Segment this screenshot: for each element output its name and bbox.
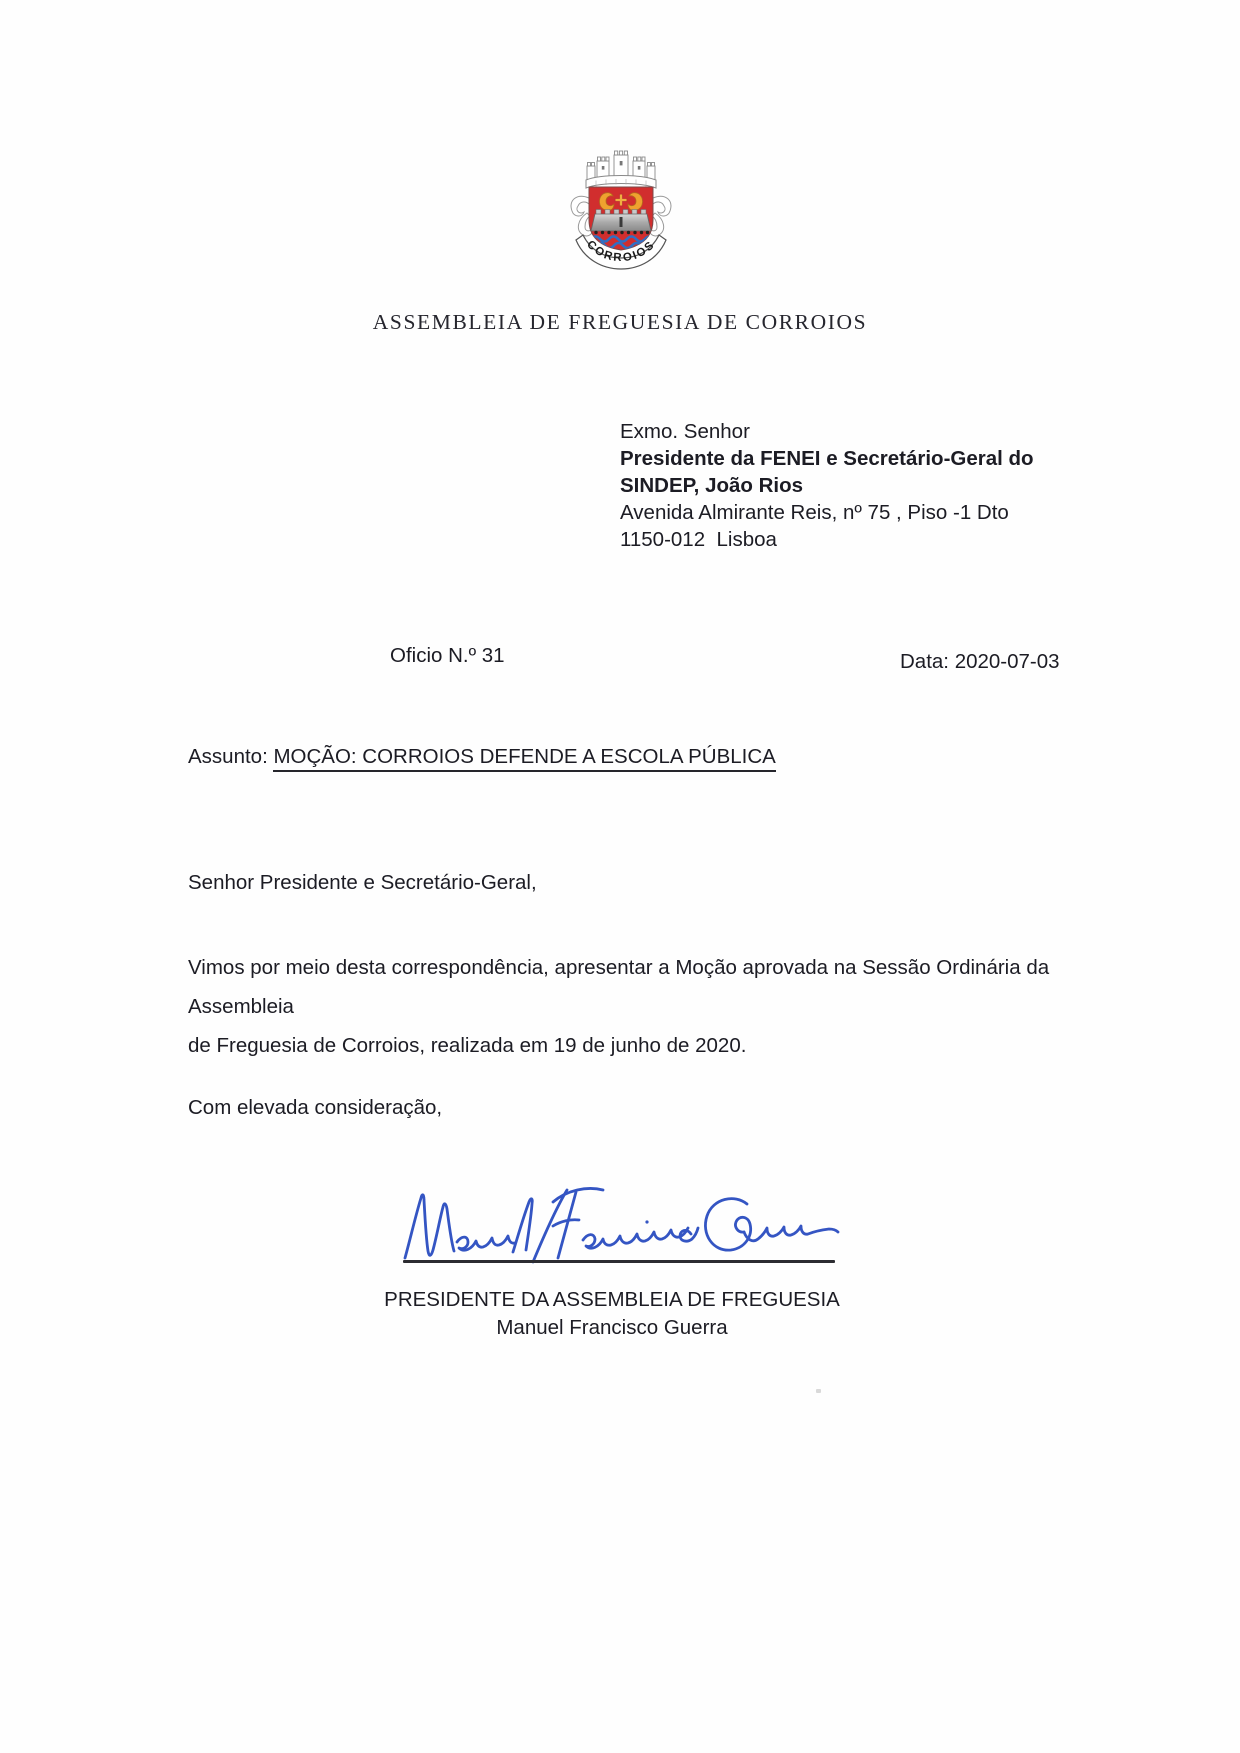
recipient-salutation: Exmo. Senhor	[620, 420, 750, 443]
body-paragraph	[188, 948, 1098, 1065]
recipient-block	[620, 418, 1034, 553]
coat-of-arms	[556, 140, 686, 288]
body-salutation: Senhor Presidente e Secretário-Geral,	[188, 871, 537, 894]
body-paragraph-line2: de Freguesia de Corroios, realizada em 19 de junho de 2020.	[188, 1034, 747, 1057]
signature-line	[403, 1260, 835, 1263]
signature-block	[0, 1286, 1224, 1341]
recipient-title-line1: Presidente da FENEI e Secretário-Geral do	[620, 447, 1034, 470]
crown-band	[586, 176, 656, 189]
letter-date: Data: 2020-07-03	[900, 650, 1060, 673]
oficio-number: Oficio N.º 31	[390, 644, 505, 667]
subject-text: MOÇÃO: CORROIOS DEFENDE A ESCOLA PÚBLICA	[273, 745, 775, 772]
recipient-street: Avenida Almirante Reis, nº 75 , Piso -1 Dto	[620, 501, 1009, 524]
subject-line	[188, 745, 776, 769]
handwritten-signature	[395, 1178, 840, 1270]
signer-title: PRESIDENTE DA ASSEMBLEIA DE FREGUESIA	[384, 1288, 840, 1311]
coat-of-arms-graphic	[556, 140, 686, 288]
scan-artifact	[816, 1389, 821, 1393]
banner-text: CORROIOS	[584, 238, 658, 265]
recipient-title-line2: SINDEP, João Rios	[620, 474, 804, 497]
subject-label: Assunto:	[188, 745, 274, 768]
body-closing: Com elevada consideração,	[188, 1096, 443, 1119]
signer-name: Manuel Francisco Guerra	[496, 1315, 728, 1339]
body-paragraph-line1: Vimos por meio desta correspondência, apresentar a Moção aprovada na Sessão Ordinária da Assembleia	[188, 956, 1050, 1018]
recipient-postal-city: 1150-012 Lisboa	[620, 528, 777, 551]
organization-title: ASSEMBLEIA DE FREGUESIA DE CORROIOS	[372, 310, 868, 334]
